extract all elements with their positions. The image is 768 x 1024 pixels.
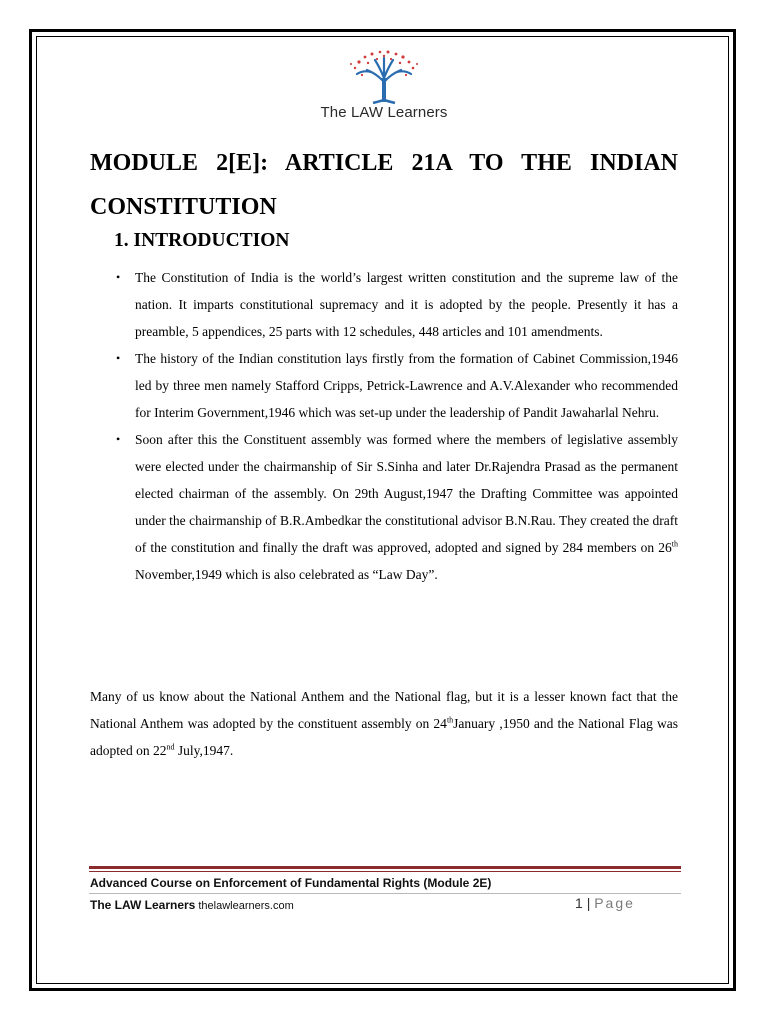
footer-rule: [89, 866, 681, 869]
logo-text: The LAW Learners: [320, 104, 448, 121]
bullet-dot-icon: •: [116, 351, 121, 365]
logo: [318, 48, 450, 126]
module-title: MODULE 2[E]: ARTICLE 21A TO THE INDIAN CONSTITUTION: [90, 150, 678, 220]
bullet-list: [114, 264, 678, 588]
body-paragraph: [90, 683, 678, 764]
footer-site-link[interactable]: thelawlearners.com: [198, 900, 294, 912]
footer-brand-name: The LAW Learners: [90, 898, 196, 912]
bullet-item: [114, 264, 678, 345]
paragraph-text: Many of us know about the National Anthem and the National flag, but it is a lesser known fact that the National Anthem was adopted by the constituent assembly on 24: [90, 689, 678, 731]
footer-rule: [89, 871, 681, 872]
page-number: [575, 895, 635, 911]
bullet-text: The Constitution of India is the world’s largest written constitution and the supreme law of the nation. It imparts constitutional supremacy and it is adopted by the people. Presently it has a preamble, 5 appendices, 25 parts with 12 schedules, 448 articles and 101 amendments.: [135, 270, 678, 339]
superscript: th: [671, 539, 678, 549]
footer-rule: [89, 893, 681, 894]
bullet-dot-icon: •: [116, 270, 121, 284]
bullet-item: [114, 426, 678, 588]
page-word: Page: [594, 895, 635, 911]
paragraph-text: January ,1950 and the National Flag was adopted on 22: [90, 716, 678, 758]
bullet-text: The history of the Indian constitution lays firstly from the formation of Cabinet Commission,1946 led by three men namely Stafford Cripps, Petrick-Lawrence and A.V.Alexander who recommended for Interim Government,1946 which was set-up under the leadership of Pandit Jawaharlal Nehru.: [135, 351, 678, 420]
bullet-text-continued: November,1949 which is also celebrated as “Law Day”.: [135, 567, 438, 582]
footer-brand: [90, 898, 294, 912]
bullet-text: Soon after this the Constituent assembly was formed where the members of legislative assembly were elected under the chairmanship of Sir S.Sinha and later Dr.Rajendra Prasad as the permanent elected chairman of the assembly. On 29th August,1947 the Drafting Committee was appointed under the chairmanship of B.R.Ambedkar the constitutional advisor B.N.Rau. They created the draft of the constitution and finally the draft was approved, adopted and signed by 284 members on 26: [135, 432, 678, 555]
page-number-value: 1: [575, 895, 583, 911]
tree-logo-icon: [347, 48, 421, 104]
footer-title: Advanced Course on Enforcement of Fundamental Rights (Module 2E): [90, 876, 492, 890]
section-heading: 1. INTRODUCTION: [114, 230, 290, 251]
bullet-item: [114, 345, 678, 426]
paragraph-text: July,1947.: [174, 743, 234, 758]
bullet-dot-icon: •: [116, 432, 121, 446]
superscript: th: [446, 715, 454, 725]
superscript: nd: [166, 742, 175, 752]
page-separator: |: [586, 895, 591, 911]
